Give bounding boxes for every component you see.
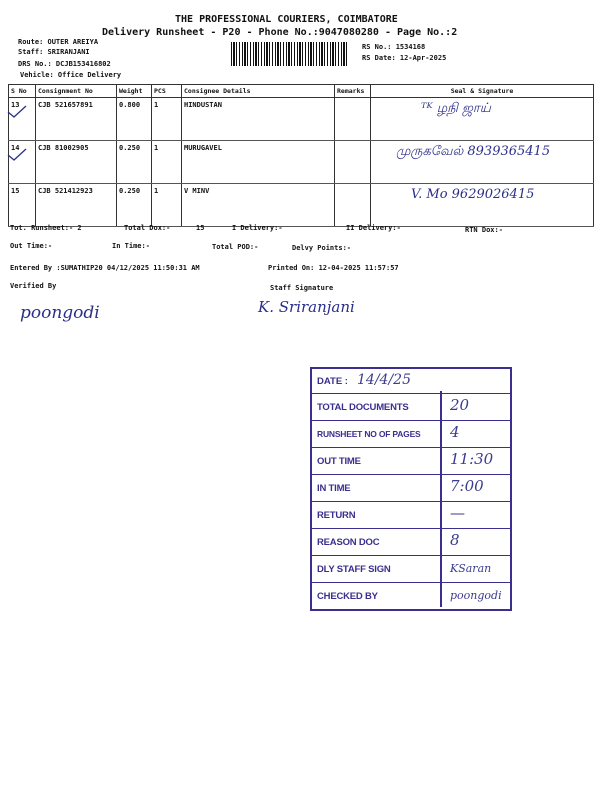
stamp-row — [312, 393, 510, 420]
row-remarks — [335, 98, 371, 141]
stamp-row — [312, 501, 510, 528]
rs-number: RS No.: 1534168 — [362, 43, 426, 51]
stamp-value: KSaran — [450, 562, 492, 575]
verified-by: Verified By — [10, 282, 57, 290]
total-dox: Total Dox:- — [124, 224, 171, 232]
total-dox-value: 15 — [196, 224, 205, 232]
runsheet-title: Delivery Runsheet - P20 - Phone No.:9047080280 - Page No.:2 — [102, 27, 458, 38]
stamp-value: 20 — [450, 396, 470, 414]
stamp-row — [312, 420, 510, 447]
row-pcs: 1 — [152, 141, 182, 184]
route: Route: OUTER AREIYA — [18, 38, 99, 46]
col-weight: Weight — [117, 85, 152, 98]
stamp-label: RETURN — [317, 510, 356, 521]
stamp-label: TOTAL DOCUMENTS — [317, 402, 409, 413]
stamp-row — [312, 447, 510, 474]
col-consignment: Consignment No — [36, 85, 117, 98]
row-pcs: 1 — [152, 184, 182, 227]
stamp-date-value: 14/4/25 — [357, 372, 411, 388]
verified-signature: poongodi — [20, 303, 100, 323]
stamp-row — [312, 474, 510, 501]
row-consignment: CJB 81002905 — [36, 141, 117, 184]
tot-runsheet: Tot. Runsheet:- 2 — [10, 224, 82, 232]
row-remarks — [335, 141, 371, 184]
col-remarks: Remarks — [335, 85, 371, 98]
row-weight: 0.800 — [117, 98, 152, 141]
printed-on: Printed On: 12-04-2025 11:57:57 — [268, 264, 399, 272]
entered-by: Entered By :SUMATHIP20 04/12/2025 11:50:31 AM — [10, 264, 200, 272]
office-stamp — [310, 367, 512, 611]
stamp-value: 7:00 — [450, 477, 484, 495]
row-consignee: MURUGAVEL — [182, 141, 335, 184]
stamp-row — [312, 582, 510, 609]
col-consignee: Consignee Details — [182, 85, 335, 98]
row-sno: 13 — [9, 98, 36, 141]
table-header — [9, 85, 594, 98]
in-time: In Time:- — [112, 242, 150, 250]
table-row — [9, 184, 594, 227]
row-consignee: V MINV — [182, 184, 335, 227]
row-consignment: CJB 521657891 — [36, 98, 117, 141]
delvy-points: Delvy Points:- — [292, 244, 352, 252]
col-pcs: PCS — [152, 85, 182, 98]
ii-delivery: II Delivery:- — [346, 224, 401, 232]
stamp-label: CHECKED BY — [317, 591, 378, 602]
row-signature: ᵀᴷ ழநி ஜாய் — [371, 98, 594, 141]
row-sno: 14 — [9, 141, 36, 184]
stamp-label: OUT TIME — [317, 456, 361, 467]
tick-icon — [6, 148, 28, 162]
stamp-label: RUNSHEET NO OF PAGES — [317, 429, 421, 439]
stamp-value: — — [450, 504, 465, 522]
row-signature: முருகவேல் 8939365415 — [371, 141, 594, 184]
tick-icon — [6, 105, 28, 119]
i-delivery: I Delivery:- — [232, 224, 283, 232]
row-pcs: 1 — [152, 98, 182, 141]
col-signature: Seal & Signature — [371, 85, 594, 98]
staff: Staff: SRIRANJANI — [18, 48, 90, 56]
stamp-label: REASON DOC — [317, 537, 380, 548]
row-consignment: CJB 521412923 — [36, 184, 117, 227]
row-weight: 0.250 — [117, 184, 152, 227]
row-consignee: HINDUSTAN — [182, 98, 335, 141]
row-remarks — [335, 184, 371, 227]
stamp-value: 11:30 — [450, 450, 494, 468]
rs-date: RS Date: 12-Apr-2025 — [362, 54, 447, 62]
stamp-value: poongodi — [450, 589, 502, 602]
stamp-row — [312, 555, 510, 582]
stamp-label: DLY STAFF SIGN — [317, 564, 391, 575]
row-sno: 15 — [9, 184, 36, 227]
barcode — [231, 42, 349, 66]
stamp-value: 8 — [450, 531, 460, 549]
stamp-row — [312, 528, 510, 555]
stamp-value: 4 — [450, 423, 460, 441]
col-sno: S No — [9, 85, 36, 98]
drs-number: DRS No.: DCJB153416802 — [18, 60, 111, 68]
staff-signature: K. Sriranjani — [258, 298, 355, 316]
stamp-date-label: DATE : — [317, 376, 348, 387]
table-row — [9, 98, 594, 141]
stamp-label: IN TIME — [317, 483, 351, 494]
total-pod: Total POD:- — [212, 243, 259, 251]
runsheet-table — [8, 84, 594, 227]
out-time: Out Time:- — [10, 242, 53, 250]
rtn-dox: RTN Dox:- — [465, 226, 503, 234]
row-weight: 0.250 — [117, 141, 152, 184]
vehicle: Vehicle: Office Delivery — [20, 71, 122, 79]
staff-signature-label: Staff Signature — [270, 284, 334, 292]
table-row — [9, 141, 594, 184]
row-signature: V. Mo 9629026415 — [371, 184, 594, 227]
company-name: THE PROFESSIONAL COURIERS, COIMBATORE — [175, 14, 398, 25]
